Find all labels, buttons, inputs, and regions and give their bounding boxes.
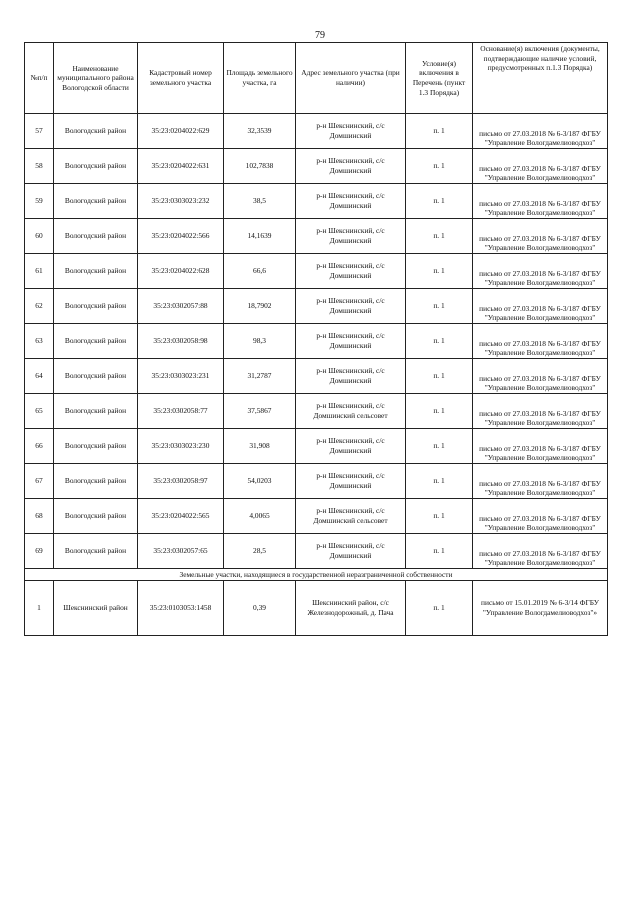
- cell-basis-text: письмо от 27.03.2018 № 6-3/187 ФГБУ "Управление Вологдамелиоводхоз": [479, 198, 601, 218]
- cell-cadastral: 35:23:0303023:232: [138, 184, 224, 219]
- cell-district: Вологодский район: [54, 289, 138, 324]
- header-cadastral: Кадастровый номер земельного участка: [138, 43, 224, 114]
- table-row: [25, 581, 608, 636]
- cell-basis: [473, 219, 608, 254]
- table-row: [25, 219, 608, 254]
- cell-cadastral: 35:23:0204022:566: [138, 219, 224, 254]
- cell-address: р-н Шекснинский, с/с Домшинский сельсовет: [296, 499, 406, 534]
- cell-cadastral: 35:23:0303023:230: [138, 429, 224, 464]
- cell-condition: п. 1: [406, 499, 473, 534]
- header-area: Площадь земельного участка, га: [224, 43, 296, 114]
- table-row: [25, 359, 608, 394]
- cell-condition: п. 1: [406, 114, 473, 149]
- cell-cadastral: 35:23:0302057:65: [138, 534, 224, 569]
- section-header-row: [25, 569, 608, 581]
- cell-basis: [473, 289, 608, 324]
- cell-condition: п. 1: [406, 289, 473, 324]
- cell-basis-text: письмо от 27.03.2018 № 6-3/187 ФГБУ "Управление Вологдамелиоводхоз": [479, 128, 601, 148]
- cell-area: 31,2787: [224, 359, 296, 394]
- cell-num: 62: [25, 289, 54, 324]
- cell-basis-text: письмо от 27.03.2018 № 6-3/187 ФГБУ "Управление Вологдамелиоводхоз": [479, 303, 601, 323]
- table-row: [25, 499, 608, 534]
- cell-area: 31,908: [224, 429, 296, 464]
- table-row: [25, 114, 608, 149]
- cell-address: р-н Шекснинский, с/с Домшинский: [296, 149, 406, 184]
- cell-area: 98,3: [224, 324, 296, 359]
- cell-basis-text: письмо от 27.03.2018 № 6-3/187 ФГБУ "Управление Вологдамелиоводхоз": [479, 373, 601, 393]
- land-plots-table: [24, 42, 608, 636]
- cell-address: р-н Шекснинский, с/с Домшинский: [296, 184, 406, 219]
- cell-address: р-н Шекснинский, с/с Домшинский: [296, 429, 406, 464]
- cell-basis-text: письмо от 15.01.2019 № 6-3/14 ФГБУ "Управление Вологдамелиоводхоз"»: [481, 598, 599, 617]
- cell-cadastral: 35:23:0302057:88: [138, 289, 224, 324]
- cell-district: Вологодский район: [54, 324, 138, 359]
- cell-area: 37,5867: [224, 394, 296, 429]
- cell-address: р-н Шекснинский, с/с Домшинский: [296, 114, 406, 149]
- table-row: [25, 394, 608, 429]
- cell-condition: п. 1: [406, 429, 473, 464]
- cell-area: 14,1639: [224, 219, 296, 254]
- cell-condition: п. 1: [406, 359, 473, 394]
- cell-basis: [473, 581, 608, 636]
- cell-basis-text: письмо от 27.03.2018 № 6-3/187 ФГБУ "Управление Вологдамелиоводхоз": [479, 338, 601, 358]
- table-row: [25, 464, 608, 499]
- cell-num: 64: [25, 359, 54, 394]
- cell-area: 102,7838: [224, 149, 296, 184]
- cell-num: 67: [25, 464, 54, 499]
- cell-condition: п. 1: [406, 184, 473, 219]
- cell-area: 18,7902: [224, 289, 296, 324]
- cell-condition: п. 1: [406, 324, 473, 359]
- cell-basis: [473, 534, 608, 569]
- cell-cadastral: 35:23:0303023:231: [138, 359, 224, 394]
- cell-basis-text: письмо от 27.03.2018 № 6-3/187 ФГБУ "Управление Вологдамелиоводхоз": [479, 233, 601, 253]
- cell-basis: [473, 324, 608, 359]
- cell-cadastral: 35:23:0302058:77: [138, 394, 224, 429]
- cell-basis: [473, 359, 608, 394]
- cell-basis: [473, 429, 608, 464]
- cell-address: р-н Шекснинский, с/с Домшинский сельсовет: [296, 394, 406, 429]
- cell-num: 63: [25, 324, 54, 359]
- cell-basis-text: письмо от 27.03.2018 № 6-3/187 ФГБУ "Управление Вологдамелиоводхоз": [479, 163, 601, 183]
- cell-district: Вологодский район: [54, 114, 138, 149]
- cell-cadastral: 35:23:0204022:565: [138, 499, 224, 534]
- header-basis-cell: [473, 43, 608, 114]
- cell-basis-text: письмо от 27.03.2018 № 6-3/187 ФГБУ "Управление Вологдамелиоводхоз": [479, 443, 601, 463]
- cell-area: 54,0203: [224, 464, 296, 499]
- header-address: Адрес земельного участка (при наличии): [296, 43, 406, 114]
- header-district: Наименование муниципального района Вологодской области: [54, 43, 138, 114]
- cell-area: 0,39: [224, 581, 296, 636]
- cell-condition: п. 1: [406, 254, 473, 289]
- header-num: №п/п: [25, 43, 54, 114]
- table-header-row: [25, 43, 608, 114]
- cell-district: Вологодский район: [54, 149, 138, 184]
- cell-address: р-н Шекснинский, с/с Домшинский: [296, 289, 406, 324]
- cell-num: 66: [25, 429, 54, 464]
- section-title: Земельные участки, находящиеся в государственной неразграниченной собственности: [25, 569, 608, 581]
- table-row: [25, 149, 608, 184]
- cell-area: 66,6: [224, 254, 296, 289]
- cell-address: р-н Шекснинский, с/с Домшинский: [296, 359, 406, 394]
- cell-basis: [473, 394, 608, 429]
- cell-condition: п. 1: [406, 581, 473, 636]
- cell-num: 1: [25, 581, 54, 636]
- cell-district: Вологодский район: [54, 184, 138, 219]
- cell-district: Вологодский район: [54, 254, 138, 289]
- cell-basis: [473, 254, 608, 289]
- cell-address: р-н Шекснинский, с/с Домшинский: [296, 254, 406, 289]
- cell-basis-text: письмо от 27.03.2018 № 6-3/187 ФГБУ "Управление Вологдамелиоводхоз": [479, 513, 601, 533]
- cell-condition: п. 1: [406, 534, 473, 569]
- cell-num: 69: [25, 534, 54, 569]
- cell-district: Вологодский район: [54, 394, 138, 429]
- cell-condition: п. 1: [406, 219, 473, 254]
- table-row: [25, 429, 608, 464]
- cell-district: Вологодский район: [54, 219, 138, 254]
- cell-basis-text: письмо от 27.03.2018 № 6-3/187 ФГБУ "Управление Вологдамелиоводхоз": [479, 548, 601, 568]
- table-row: [25, 184, 608, 219]
- table-row: [25, 289, 608, 324]
- cell-basis-text: письмо от 27.03.2018 № 6-3/187 ФГБУ "Управление Вологдамелиоводхоз": [479, 478, 601, 498]
- cell-num: 65: [25, 394, 54, 429]
- cell-address: р-н Шекснинский, с/с Домшинский: [296, 534, 406, 569]
- cell-district: Вологодский район: [54, 464, 138, 499]
- cell-district: Вологодский район: [54, 499, 138, 534]
- cell-cadastral: 35:23:0204022:631: [138, 149, 224, 184]
- table-row: [25, 254, 608, 289]
- cell-basis-text: письмо от 27.03.2018 № 6-3/187 ФГБУ "Управление Вологдамелиоводхоз": [479, 268, 601, 288]
- cell-num: 60: [25, 219, 54, 254]
- table-row: [25, 324, 608, 359]
- cell-cadastral: 35:23:0103053:1458: [138, 581, 224, 636]
- cell-basis: [473, 149, 608, 184]
- cell-address: р-н Шекснинский, с/с Домшинский: [296, 324, 406, 359]
- cell-cadastral: 35:23:0204022:628: [138, 254, 224, 289]
- cell-area: 32,3539: [224, 114, 296, 149]
- cell-condition: п. 1: [406, 149, 473, 184]
- cell-num: 61: [25, 254, 54, 289]
- cell-district: Вологодский район: [54, 429, 138, 464]
- cell-num: 58: [25, 149, 54, 184]
- cell-address: Шекснинский район, с/с Железнодорожный, д. Пача: [296, 581, 406, 636]
- cell-basis-text: письмо от 27.03.2018 № 6-3/187 ФГБУ "Управление Вологдамелиоводхоз": [479, 408, 601, 428]
- cell-num: 59: [25, 184, 54, 219]
- cell-condition: п. 1: [406, 464, 473, 499]
- header-basis: Основание(я) включения (документы, подтверждающие наличие условий, предусмотренных п.1.3 Порядка): [480, 44, 600, 73]
- cell-basis: [473, 464, 608, 499]
- page-number: 79: [315, 30, 325, 41]
- cell-address: р-н Шекснинский, с/с Домшинский: [296, 219, 406, 254]
- cell-num: 68: [25, 499, 54, 534]
- cell-cadastral: 35:23:0302058:97: [138, 464, 224, 499]
- cell-district: Вологодский район: [54, 359, 138, 394]
- cell-area: 28,5: [224, 534, 296, 569]
- table-row: [25, 534, 608, 569]
- cell-basis: [473, 184, 608, 219]
- cell-cadastral: 35:23:0204022:629: [138, 114, 224, 149]
- cell-district: Шекснинский район: [54, 581, 138, 636]
- cell-condition: п. 1: [406, 394, 473, 429]
- cell-cadastral: 35:23:0302058:98: [138, 324, 224, 359]
- cell-district: Вологодский район: [54, 534, 138, 569]
- cell-num: 57: [25, 114, 54, 149]
- cell-area: 4,0065: [224, 499, 296, 534]
- cell-area: 38,5: [224, 184, 296, 219]
- cell-address: р-н Шекснинский, с/с Домшинский: [296, 464, 406, 499]
- cell-basis: [473, 499, 608, 534]
- cell-basis: [473, 114, 608, 149]
- header-condition: Условие(я) включения в Перечень (пункт 1.3 Порядка): [406, 43, 473, 114]
- table-body: [25, 114, 608, 636]
